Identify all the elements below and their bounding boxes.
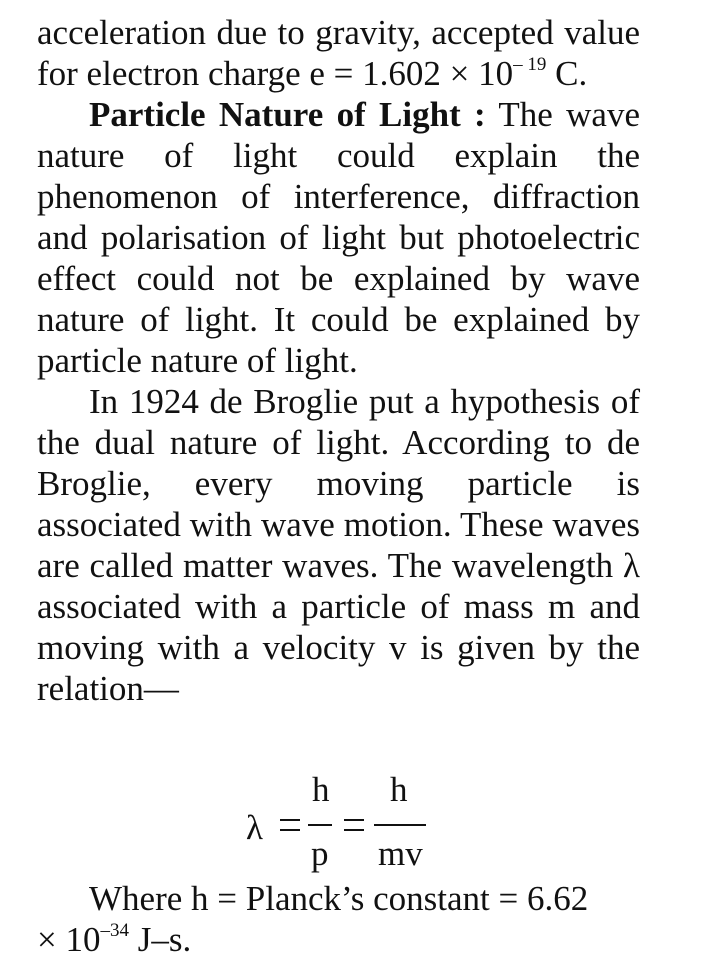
paragraph-tail: C. bbox=[546, 54, 588, 93]
fraction-1-denominator: p bbox=[311, 834, 329, 873]
paragraph-text: acceleration due to gravity, accepted value for electron charge e = 1.602 × 10 bbox=[37, 13, 640, 93]
paragraph-electron-charge bbox=[37, 12, 640, 94]
planck-mantissa: × 10 bbox=[37, 920, 101, 959]
fraction-2-denominator: mv bbox=[378, 834, 423, 873]
planck-exponent-line bbox=[37, 919, 640, 960]
planck-constant-text bbox=[37, 878, 640, 960]
fraction-2-bar bbox=[374, 824, 426, 826]
equals-sign-2-bottom bbox=[344, 829, 364, 831]
paragraph-de-broglie: In 1924 de Broglie put a hypothesis of the dual nature of light. According to de Broglie, every moving particle is associated with wave motion. These waves are called matter waves. The wavelength λ associated with a particle of mass m and moving with a velocity v is given by the relation— bbox=[37, 382, 640, 708]
exponent: –34 bbox=[100, 920, 129, 941]
planck-line-text: Where h = Planck’s constant = 6.62 bbox=[89, 879, 589, 918]
exponent: – 19 bbox=[513, 54, 547, 75]
fraction-1-numerator: h bbox=[312, 770, 330, 809]
text-body bbox=[37, 12, 640, 709]
equals-sign-1-top bbox=[280, 819, 300, 821]
formula-lambda: λ bbox=[246, 808, 263, 847]
equals-sign-2-top bbox=[344, 819, 364, 821]
section-heading: Particle Nature of Light : bbox=[89, 95, 486, 134]
planck-line bbox=[37, 878, 640, 919]
fraction-1-bar bbox=[308, 824, 332, 826]
paragraph-particle-nature bbox=[37, 94, 640, 381]
paragraph-text: The wave nature of light could explain the phenomenon of interference, diffraction and polarisation of light but photoelectric effect could not be explained by wave nature of light. It could be explained by particle nature of light. bbox=[37, 95, 640, 380]
fraction-2-numerator: h bbox=[390, 770, 408, 809]
planck-unit: J–s. bbox=[129, 920, 192, 959]
equals-sign-1-bottom bbox=[280, 829, 300, 831]
de-broglie-formula bbox=[232, 770, 452, 873]
